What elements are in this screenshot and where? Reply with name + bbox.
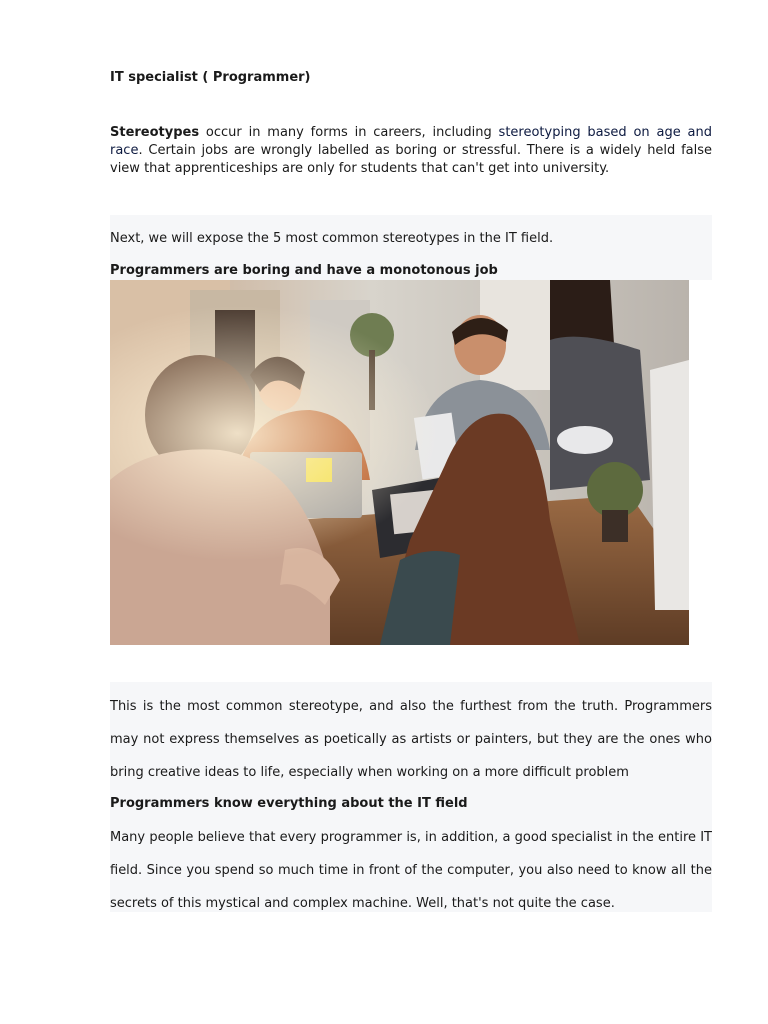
- section-heading-boring: Programmers are boring and have a monotonous job: [110, 263, 498, 278]
- team-photo: [110, 280, 689, 645]
- paragraph-specialist: Many people believe that every programmer is, in addition, a good specialist in the entire IT field. Since you spend so much time in front of the computer, you also need to know all the secrets of this mystical and complex machine. Well, that's not quite the case.: [110, 830, 712, 911]
- document-title: IT specialist ( Programmer): [110, 70, 311, 85]
- section-heading-know-everything: Programmers know everything about the IT field: [110, 796, 468, 811]
- intro-text-1: occur in many forms in careers, including: [199, 125, 499, 140]
- paragraph-common-stereotype: This is the most common stereotype, and also the furthest from the truth. Programmers may not express themselves as poetically as artists or painters, but they are the ones who bring creative ideas to life, especially when working on a more difficult problem: [110, 699, 712, 780]
- next-line: Next, we will expose the 5 most common stereotypes in the IT field.: [110, 231, 554, 246]
- intro-link[interactable]: stereotyping based on age and race: [110, 125, 712, 158]
- intro-paragraph: [110, 124, 712, 178]
- intro-bold-lead: Stereotypes: [110, 125, 200, 140]
- intro-text-2: . Certain jobs are wrongly labelled as boring or stressful. There is a widely held false view that apprenticeships are only for students that can't get into university.: [110, 143, 712, 176]
